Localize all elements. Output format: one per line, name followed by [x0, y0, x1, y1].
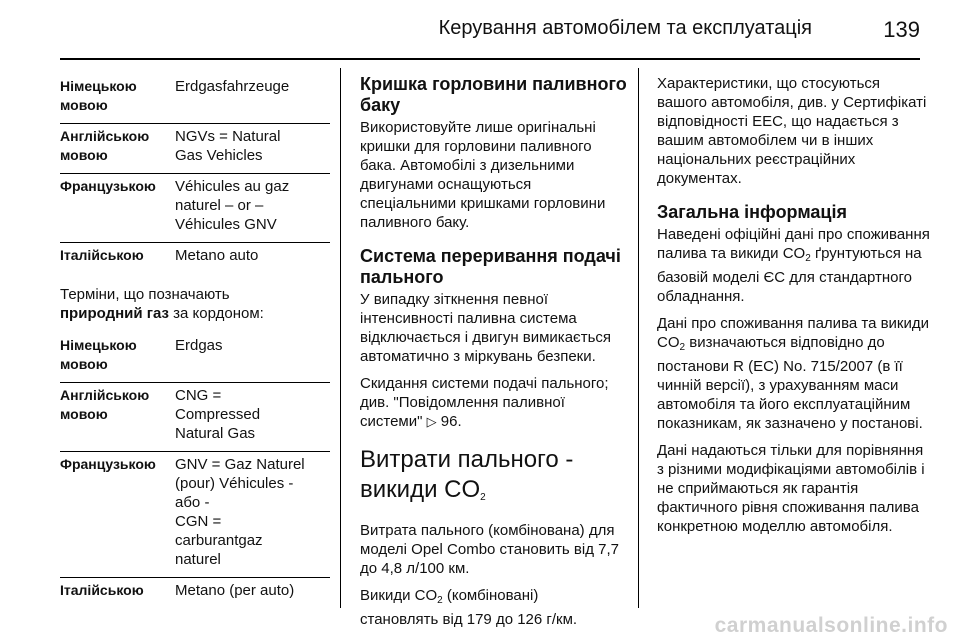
table-row [60, 452, 330, 578]
paragraph: Витрата пального (комбінована) для моделі Opel Combo становить від 7,7 до 4,8 л/100 км. [360, 522, 619, 577]
table-row [60, 383, 330, 452]
terms-intro [60, 285, 330, 323]
watermark: carmanualsonline.info [714, 614, 948, 637]
column-middle [360, 74, 630, 637]
paragraph: Дані про споживання палива та викиди $CO_2$ визначаються відповідно до постанови R (EC) No. 715/2007 (в її чинній версії), з урахуванням маси автомобіля та його експлуатаційним показникам, як зазначено у постанові. [657, 315, 930, 432]
language-cell: Німецькою мовою [60, 337, 137, 372]
term-cell: Erdgasfahrzeuge [175, 78, 290, 95]
paragraph-emissions: Викиди $CO_2$ (комбіновані) становлять від 179 до 126 г/км. [360, 587, 578, 628]
term-cell: Véhicules au gaz naturel – or – Véhicules GNV [175, 178, 290, 233]
column-divider [340, 68, 341, 608]
term-cell: GNV = Gaz Naturel (pour) Véhicules - або - CGN = carburantgaz naturel [175, 456, 305, 568]
table-row [60, 124, 330, 174]
term-cell: NGVs = Natural Gas Vehicles [175, 128, 281, 164]
table-row [60, 243, 330, 273]
term-table-gas [60, 333, 330, 608]
language-cell: Французькою [60, 178, 156, 194]
terms-suffix: за кордоном: [169, 305, 264, 322]
table-row [60, 578, 330, 608]
term-cell: Metano (per auto) [175, 582, 295, 599]
column-divider [638, 68, 639, 608]
paragraph-reset: Скидання системи подачі пального; див. "Повідомлення паливної системи" ▷ 96. [360, 375, 609, 430]
term-cell: Erdgas [175, 337, 223, 354]
language-cell: Італійською [60, 582, 144, 598]
chapter-heading-consumption: Витрати пального - викиди $CO_2$ [360, 446, 574, 503]
header-divider [60, 58, 920, 60]
section-heading-fuel-cap: Кришка горловини паливного баку [360, 74, 627, 115]
term-cell: Metano auto [175, 247, 259, 264]
section-heading-fuel-cutoff: Система переривання подачі пального [360, 246, 621, 287]
column-left [60, 74, 330, 608]
page-number: 139 [883, 17, 920, 42]
column-right [657, 74, 932, 544]
page-reference: 96. [440, 413, 462, 430]
language-cell: Англійською мовою [60, 387, 150, 422]
term-table-vehicles [60, 74, 330, 273]
paragraph: Використовуйте лише оригінальні кришки для горловини паливного бака. Автомобілі з дизельними двигунами оснащуються спеціальними кришками горловини паливного баку. [360, 119, 606, 231]
paragraph: Дані надаються тільки для порівняння з різними модифікаціями автомобілів і не сприймаються як гарантія фактичного рівня споживання палива конкретною моделлю автомобіля. [657, 442, 925, 535]
table-row [60, 174, 330, 243]
paragraph: Характеристики, що стосуються вашого автомобіля, див. у Сертифікаті відповідності ЕЕС, що надається з вашим автомобілем чи в інших національних реєстраційних документах. [657, 75, 927, 187]
terms-bold: природний газ [60, 305, 169, 322]
page-header [60, 0, 920, 56]
table-row [60, 333, 330, 383]
terms-prefix: Терміни, що позначають [60, 286, 230, 303]
term-cell: CNG = Compressed Natural Gas [175, 387, 261, 442]
page-title: Керування автомобілем та експлуатація [438, 17, 812, 39]
section-heading-general: Загальна інформація [657, 202, 847, 222]
paragraph: У випадку зіткнення певної інтенсивності паливна система відключається і двигун вимикається автоматично з міркувань безпеки. [360, 291, 612, 365]
arrow-reference-icon: ▷ [426, 414, 437, 429]
language-cell: Англійською мовою [60, 128, 150, 163]
language-cell: Італійською [60, 247, 144, 263]
language-cell: Французькою [60, 456, 156, 472]
table-row [60, 74, 330, 124]
paragraph: Наведені офіційні дані про споживання палива та викиди $CO_2$ ґрунтуються на базовій моделі ЄС для стандартного обладнання. [657, 226, 930, 305]
language-cell: Німецькою мовою [60, 78, 137, 113]
